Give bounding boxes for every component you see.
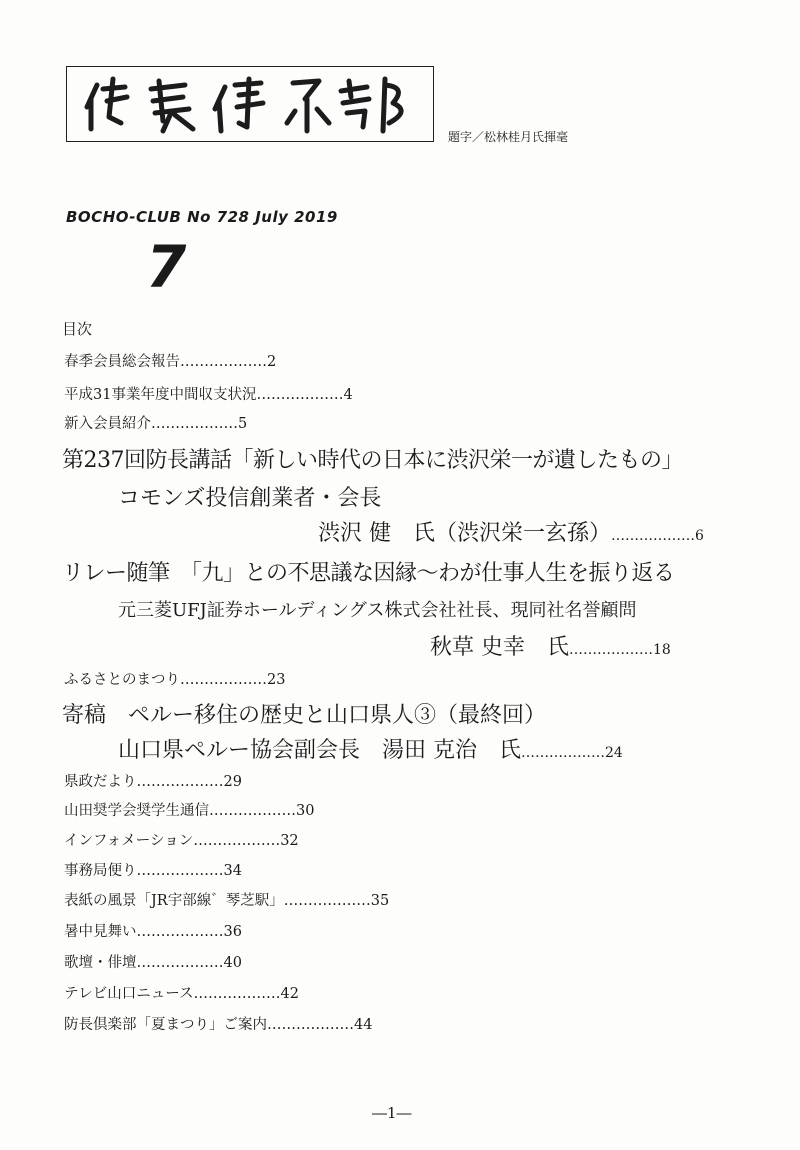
toc-item[interactable] — [64, 951, 242, 972]
toc-item[interactable] — [64, 859, 242, 880]
toc-item-title: 表紙の風景「JR宇部線゛琴芝駅」 — [64, 893, 284, 909]
toc-item-leader: ……………… — [209, 803, 296, 819]
toc-item[interactable] — [64, 770, 242, 791]
toc-item[interactable] — [64, 412, 247, 433]
toc-item[interactable] — [64, 920, 242, 941]
toc-item[interactable] — [64, 350, 276, 371]
toc-feature-author[interactable] — [118, 733, 623, 764]
toc-feature-title[interactable] — [62, 698, 546, 729]
page-number: ―1― — [372, 1104, 412, 1122]
toc-feature-title[interactable] — [62, 556, 675, 587]
toc-item-leader: ……………… — [569, 642, 653, 658]
toc-item-page: 36 — [223, 924, 242, 940]
toc-item-leader: ……………… — [136, 955, 224, 971]
toc-item-leader: ……………… — [256, 387, 344, 403]
toc-feature-subtitle — [118, 596, 637, 622]
toc-item-title: 春季会員総会報告 — [64, 354, 180, 370]
toc-item-title: 山口県ペルー協会副会長 湯田 克治 氏 — [118, 738, 521, 763]
toc-item-title: テレビ山口ニュース — [64, 986, 194, 1002]
toc-heading: 目次 — [62, 320, 93, 338]
toc-item-page: 42 — [280, 986, 299, 1002]
toc-item-title: 暑中見舞い — [64, 924, 137, 940]
toc-item-page: 2 — [267, 354, 277, 370]
toc-item-title: 平成31事業年度中間収支状況 — [64, 387, 257, 403]
toc-item[interactable] — [64, 889, 389, 910]
toc-item-leader: ……………… — [180, 354, 267, 370]
toc-item-title: 事務局便り — [64, 863, 137, 879]
toc-item-page: 5 — [238, 416, 248, 432]
toc-item-page: 30 — [296, 803, 315, 819]
toc-item-leader: ……………… — [151, 416, 238, 432]
toc-item-leader: ……………… — [267, 1017, 354, 1033]
toc-item-title: 新入会員紹介 — [64, 416, 151, 432]
toc-feature-author[interactable] — [430, 630, 671, 661]
toc-item[interactable] — [64, 1013, 372, 1034]
calligraphy-logo-art — [67, 67, 433, 141]
issue-month: 7 — [146, 233, 187, 301]
toc-item-title: 元三菱UFJ証券ホールディングス株式会社社長、現同社名誉顧問 — [118, 600, 637, 621]
toc-item-page: 40 — [223, 955, 242, 971]
toc-item-title: 第237回防長講話「新しい時代の日本に渋沢栄一が遺したもの」 — [62, 448, 683, 473]
toc-item-title: ふるさとのまつり — [64, 672, 180, 688]
toc-item[interactable] — [64, 668, 285, 689]
toc-item-leader: ……………… — [611, 528, 695, 544]
toc-item[interactable] — [64, 799, 314, 820]
toc-item-page: 32 — [280, 833, 299, 849]
toc-item[interactable] — [64, 982, 299, 1003]
toc-item-title: 渋沢 健 氏（渋沢栄一玄孫） — [318, 521, 611, 546]
toc-item-title: インフォメーション — [64, 833, 194, 849]
calligraphy-credit: 題字／松林桂月氏揮毫 — [448, 130, 569, 144]
toc-item-page: 4 — [343, 387, 353, 403]
toc-item-page: 35 — [370, 893, 390, 909]
toc-item-leader: ……………… — [521, 745, 605, 761]
masthead-logo — [66, 66, 434, 142]
issue-line: BOCHO-CLUB No 728 July 2019 — [66, 208, 338, 226]
toc-item-leader: ……………… — [193, 986, 281, 1002]
toc-item-leader: ……………… — [283, 893, 371, 909]
toc-item-title: 歌壇・俳壇 — [64, 955, 137, 971]
toc-item-title: リレー随筆 「九」との不思議な因縁～わが仕事人生を振り返る — [62, 561, 675, 586]
toc-item-title: 寄稿 ペルー移住の歴史と山口県人③（最終回） — [62, 703, 547, 728]
toc-feature-author[interactable] — [318, 516, 704, 547]
toc-item-title: コモンズ投信創業者・会長 — [118, 486, 382, 511]
toc-item-page: 44 — [354, 1017, 373, 1033]
toc-item[interactable] — [64, 829, 299, 850]
toc-item-title: 防長倶楽部「夏まつり」ご案内 — [64, 1017, 267, 1033]
toc-item-leader: ……………… — [136, 774, 224, 790]
toc-item-page: 24 — [605, 745, 623, 761]
toc-item-leader: ……………… — [193, 833, 281, 849]
toc-item-title: 山田奨学会奨学生通信 — [64, 803, 209, 819]
toc-item-title: 秋草 史幸 氏 — [430, 635, 569, 660]
toc-item-page: 23 — [267, 672, 286, 688]
toc-feature-subtitle — [118, 481, 381, 512]
toc-feature-title[interactable] — [62, 443, 683, 474]
toc-item-leader: ……………… — [136, 924, 224, 940]
toc-item[interactable] — [64, 383, 353, 404]
toc-item-leader: ……………… — [180, 672, 267, 688]
toc-item-title: 県政だより — [64, 774, 137, 790]
toc-item-page: 18 — [653, 642, 671, 658]
toc-item-leader: ……………… — [136, 863, 224, 879]
toc-item-page: 6 — [695, 528, 704, 544]
toc-item-page: 34 — [223, 863, 242, 879]
toc-item-page: 29 — [223, 774, 242, 790]
